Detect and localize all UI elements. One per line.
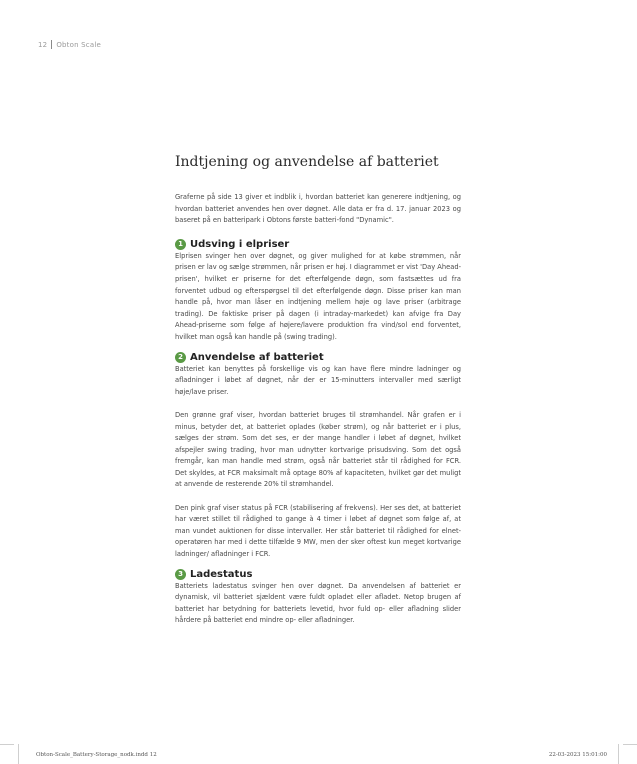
slug-datetime: 22-03-2023 15:01:00 xyxy=(548,752,607,758)
crop-mark xyxy=(18,744,19,764)
running-head xyxy=(38,40,101,49)
intro-paragraph: Graferne på side 13 giver et indblik i, hvordan batteriet kan generere indtjening, og hvordan batteriet anvendes hen over døgnet. Alle data er fra d. 17. januar 2023 og baseret på en batteripark i Obtons første batteri-fond "Dynamic". xyxy=(175,193,461,225)
page-title: Indtjening og anvendelse af batteriet xyxy=(175,154,439,170)
section-number-badge: 2 xyxy=(175,352,186,363)
section-1-paragraph: Elprisen svinger hen over døgnet, og giver mulighed for at købe strømmen, når prisen er lav og sælge strømmen, når prisen er høj. I diagrammet er vist 'Day Ahead-prisen', hvilket er priserne for det efterfølgende døgn, som fastsættes ud fra forventet udbud og efterspørgsel til det efterfølgende døgn. Disse priser kan man handle på, hvor man låser en indtjening mellem høje og lave priser (arbitrage trading). De faktiske priser på dagen (i intraday-markedet) kan afvige fra Day Ahead-priserne som følge af højere/lavere produktion fra vind/sol end forventet, hvilket man også kan handle på (swing trading). xyxy=(175,251,461,341)
running-head-section: Obton Scale xyxy=(56,40,101,49)
section-heading-text: Ladestatus xyxy=(190,568,253,580)
section-3-paragraph: Batteriets ladestatus svinger hen over døgnet. Da anvendelsen af batteriet er dynamisk, vil batteriet sjældent være fuldt opladet eller afladet. Netop brugen af batteriet har betydning for batteriets levetid, hvor fuld op- eller afladning slider hårdere på batteriet end mindre op- eller afladninger. xyxy=(175,581,461,625)
section-heading-2 xyxy=(175,352,461,363)
article-body xyxy=(175,192,461,627)
crop-mark xyxy=(618,744,619,764)
section-heading-text: Udsving i elpriser xyxy=(190,238,290,250)
divider xyxy=(51,40,52,49)
section-2-paragraph-3: Den pink graf viser status på FCR (stabilisering af frekvens). Her ses det, at batteriet har været stillet til rådighed to gange à 4 timer i løbet af døgnet som følge af, at man vundet auktionen for disse intervaller. Her står batteriet til rådighed for elnet-operatøren har med i dette tilfælde 9 MW, men der sker oftest kun meget kortvarige ladninger/ afladninger i FCR. xyxy=(175,503,461,559)
section-number-badge: 1 xyxy=(175,239,186,250)
crop-mark xyxy=(623,744,637,745)
section-heading-text: Anvendelse af batteriet xyxy=(190,351,324,363)
section-2-paragraph-2: Den grønne graf viser, hvordan batteriet bruges til strømhandel. Når grafen er i minus, betyder det, at batteriet oplades (køber strøm), og når batteriet er i plus, sælges der strøm. Som det ses, er der mange handler i løbet af døgnet, hvilket afspejler swing trading, hvor man udnytter kortvarige prisudsving. Som det også fremgår, kan man handle med strøm, også når batteriet står til rådighed for FCR. Det skyldes, at FCR maksimalt må optage 80% af kapaciteten, hvilket gør det muligt at anvende de resterende 20% til strømhandel. xyxy=(175,410,461,489)
slug-file: Obton-Scale_Battery-Storage_nodk.indd 12 xyxy=(36,752,157,758)
section-2-paragraph-1: Batteriet kan benyttes på forskellige vis og kan have flere mindre ladninger og afladninger i løbet af døgnet, når der er 15-minutters intervaller med særligt høje/lave priser. xyxy=(175,364,461,396)
crop-mark xyxy=(0,744,14,745)
section-heading-3 xyxy=(175,569,461,580)
section-heading-1 xyxy=(175,239,461,250)
page-number: 12 xyxy=(38,40,48,49)
section-number-badge: 3 xyxy=(175,569,186,580)
